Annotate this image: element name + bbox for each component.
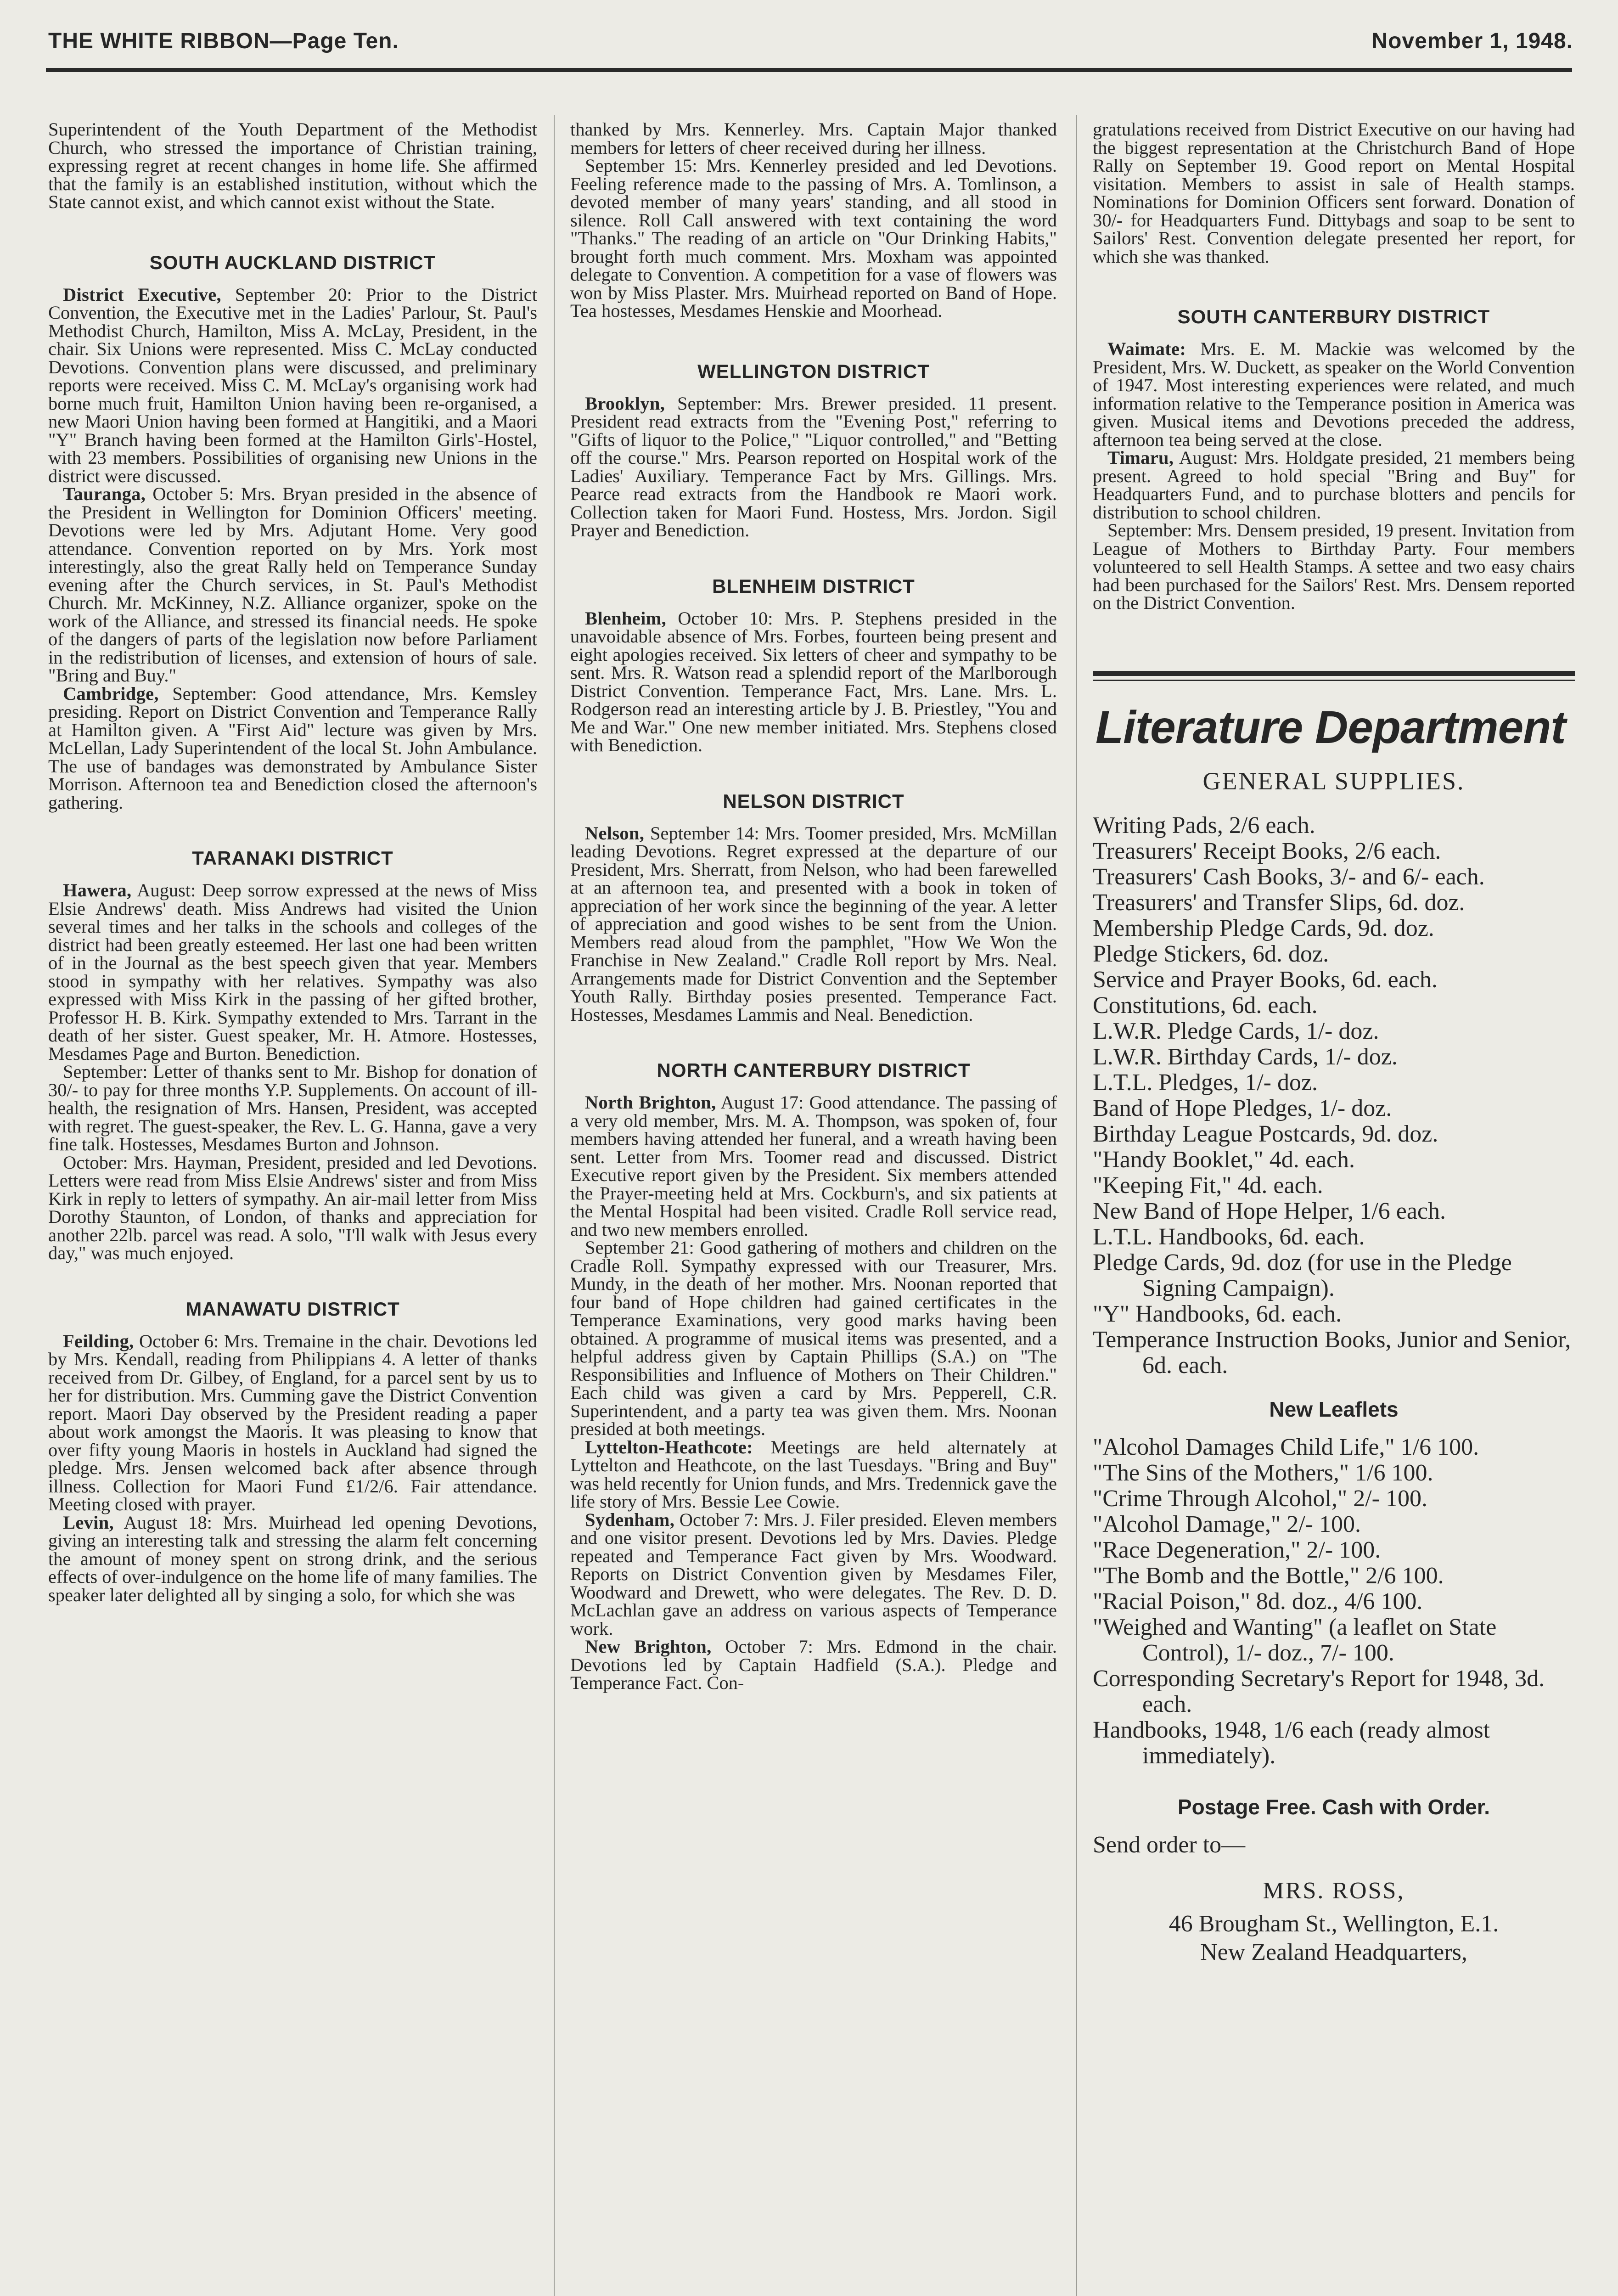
section-rule-thin [1093, 680, 1575, 681]
report-paragraph [1093, 340, 1575, 449]
report-text: October 7: Mrs. Edmond in the chair. Devotions led by Captain Hadfield (S.A.). Pledge and Temperance Fact. Con- [570, 1636, 1057, 1693]
union-name: Cambridge, [63, 683, 159, 704]
supply-item: "Handy Booklet," 4d. each. [1093, 1146, 1355, 1173]
supply-item: Writing Pads, 2/6 each. [1093, 812, 1315, 838]
report-paragraph [48, 1063, 537, 1154]
section-rule [1093, 671, 1575, 676]
report-text: October 7: Mrs. J. Filer presided. Eleven members and one visitor present. Devotions led by Mrs. Davies. Pledge repeated and Temperance Fact given by Mrs. Woodward. Reports on District Convention given by Mesdames Filer, Woodward and Drewett, who were delegates. The Rev. D. D. McLachlan gave an address on various aspects of Temperance work. [570, 1509, 1057, 1639]
column-divider [554, 115, 555, 2296]
supply-item: Treasurers' Cash Books, 3/- and 6/- each. [1093, 863, 1485, 890]
leaflet-item: "Weighed and Wanting" (a leaflet on State Control), 1/- doz., 7/- 100. [1093, 1614, 1497, 1666]
union-name: Feilding, [63, 1330, 134, 1351]
union-name: Waimate: [1107, 338, 1186, 359]
leaflet-item: "The Sins of the Mothers," 1/6 100. [1093, 1459, 1433, 1486]
report-text: Meetings are held alternately at Lyttelton and Heathcote, on the last Tuesdays. "Bring and Buy" was held recently for Union funds, and Mrs. Tredennick gave the life story of Mrs. Bessie Lee Cowie. [570, 1436, 1057, 1512]
leaflet-item: "The Bomb and the Bottle," 2/6 100. [1093, 1562, 1444, 1589]
column-right [1093, 120, 1575, 2296]
supply-item: Band of Hope Pledges, 1/- doz. [1093, 1095, 1392, 1121]
supplies-list [1093, 813, 1575, 1379]
report-paragraph [570, 394, 1057, 540]
union-name: Hawera, [63, 880, 132, 900]
supply-item: Birthday League Postcards, 9d. doz. [1093, 1120, 1438, 1147]
general-supplies-heading: GENERAL SUPPLIES. [1202, 767, 1465, 795]
leaflet-item: "Race Degeneration," 2/- 100. [1093, 1536, 1381, 1563]
report-text: September 15: Mrs. Kennerley presided and led Devotions. Feeling reference made to the passing of Mrs. A. Tomlinson, a devoted member of many years' standing, and all stood in silence. Roll Call answered with text containing the word "Thanks." The reading of an article on "Our Drinking Habits," brought forth much comment. Mrs. Moxham was appointed delegate to Convention. A competition for a vase of flowers was won by Miss Plaster. Mrs. Muirhead reported on Band of Hope. Tea hostesses, Mesdames Henskie and Moorhead. [570, 155, 1057, 321]
leaflet-item: "Crime Through Alcohol," 2/- 100. [1093, 1485, 1427, 1512]
report-paragraph [570, 120, 1057, 157]
report-paragraph [48, 685, 537, 812]
union-name: Brooklyn, [585, 393, 665, 414]
report-paragraph [48, 286, 537, 485]
supply-item: Constitutions, 6d. each. [1093, 992, 1318, 1019]
supply-item: L.T.L. Handbooks, 6d. each. [1093, 1223, 1365, 1250]
leaflet-item: Handbooks, 1948, 1/6 each (ready almost immediately). [1093, 1716, 1490, 1769]
report-paragraph [570, 1638, 1057, 1692]
supply-item: L.T.L. Pledges, 1/- doz. [1093, 1069, 1318, 1096]
report-text: October: Mrs. Hayman, President, presided and led Devotions. Letters were read from Miss Elsie Andrews' sister and from Miss Kirk in reply to letters of sympathy. An air-mail letter from Miss Dorothy Staunton, of London, of thanks and appreciation for another 22lb. parcel was read. A solo, "I'll walk with Jesus every day," was much enjoyed. [48, 1152, 537, 1263]
report-paragraph [48, 485, 537, 685]
supply-item: Pledge Cards, 9d. doz (for use in the Pledge Signing Campaign). [1093, 1249, 1512, 1301]
district-heading: SOUTH CANTERBURY DISTRICT [1177, 306, 1490, 327]
district-heading: BLENHEIM DISTRICT [712, 575, 915, 597]
report-text: September: Good attendance, Mrs. Kemsley presiding. Report on District Convention and Temperance Rally at Hamilton given. A "First Aid" lecture was given by Mrs. McLellan, Lady Superintendent of the local St. John Ambulance. The use of bandages was demonstrated by Ambulance Sister Morrison. Afternoon tea and Benediction closed the afternoon's gathering. [48, 683, 537, 813]
union-name: North Brighton, [585, 1092, 716, 1113]
union-name: Tauranga, [63, 484, 146, 504]
column-middle [570, 120, 1057, 2296]
supply-item: New Band of Hope Helper, 1/6 each. [1093, 1198, 1446, 1224]
district-heading: NELSON DISTRICT [723, 790, 905, 812]
new-leaflets-heading: New Leaflets [1269, 1397, 1399, 1421]
supply-item: Pledge Stickers, 6d. doz. [1093, 940, 1329, 967]
report-text: Superintendent of the Youth Department of the Methodist Church, who stressed the importance of Christian training, expressing regret at recent changes in home life. She affirmed that the family is an established institution, without which the State cannot exist, and which cannot exist without the State. [48, 120, 537, 212]
supply-item: "Keeping Fit," 4d. each. [1093, 1172, 1323, 1199]
report-paragraph [1093, 449, 1575, 521]
union-name: Levin, [63, 1512, 114, 1533]
leaflet-item: "Racial Poison," 8d. doz., 4/6 100. [1093, 1588, 1423, 1615]
report-text: October 6: Mrs. Tremaine in the chair. Devotions led by Mrs. Kendall, reading from Philippians 4. A letter of thanks received from Dr. Gilbey, of England, for a parcel sent by us to her for distribution. Mrs. Cumming gave the District Convention report. Maori Day observed by the President reading a paper about work amongst the Maoris. It was pleasing to know that over fifty young Maoris in hostels in Auckland had signed the pledge. Mrs. Jensen welcomed back after absence through illness. Collection for Maori Fund £1/2/6. Fair attendance. Meeting closed with prayer. [48, 1330, 537, 1514]
union-name: Blenheim, [585, 608, 667, 629]
report-text: Mrs. E. M. Mackie was welcomed by the President, Mrs. W. Duckett, as speaker on the World Convention of 1947. Most interesting experiences were related, and much information relative to the Temperance position in America was given. Musical items and Devotions preceded the address, afternoon tea being served at the close. [1093, 338, 1575, 450]
contact-name: MRS. ROSS, [1263, 1877, 1405, 1904]
report-text: August 18: Mrs. Muirhead led opening Devotions, giving an interesting talk and stressing the alarm felt concerning the amount of money spent on strong drink, and the serious effects of over-indulgence on the home life of many families. The speaker later delighted all by singing a solo, for which she was [48, 1512, 537, 1605]
report-text: October 5: Mrs. Bryan presided in the absence of the President in Wellington for Dominion Officers' meeting. Devotions were led by Mrs. Adjutant Home. Very good attendance. Convention reported on by Mrs. York most interestingly, also the great Rally held on Temperance Sunday evening after the Church services, in St. Paul's Methodist Church. Mr. McKinney, N.Z. Alliance organizer, spoke on the work of the Alliance, and stressed its financial needs. He spoke of the dangers of parts of the legislation now before Parliament in the redistribution of licenses, and extension of hours of sale. "Bring and Buy." [48, 484, 537, 686]
report-paragraph [48, 1514, 537, 1604]
union-name: Nelson, [585, 822, 645, 844]
masthead-title: THE WHITE RIBBON—Page Ten. [48, 29, 399, 53]
supply-item: Treasurers' and Transfer Slips, 6d. doz. [1093, 889, 1465, 916]
contact-organisation: New Zealand Headquarters, [1200, 1939, 1467, 1965]
report-text: September: Letter of thanks sent to Mr. Bishop for donation of 30/- to pay for three months Y.P. Supplements. On account of ill-health, the resignation of Mrs. Hansen, President, was accepted with regret. The guest-speaker, the Rev. L. G. Hanna, gave a very fine talk. Hostesses, Mesdames Burton and Johnson. [48, 1061, 537, 1154]
union-name: New Brighton, [585, 1636, 712, 1657]
supply-item: L.W.R. Birthday Cards, 1/- doz. [1093, 1043, 1398, 1070]
district-heading: NORTH CANTERBURY DISTRICT [657, 1059, 971, 1081]
report-paragraph [48, 1332, 537, 1514]
leaflet-item: "Alcohol Damages Child Life," 1/6 100. [1093, 1434, 1479, 1460]
leaflets-list [1093, 1435, 1575, 1769]
report-paragraph [570, 157, 1057, 320]
report-text: September: Mrs. Densem presided, 19 present. Invitation from League of Mothers to Birthday Party. Four members volunteered to sell Health Stamps. A settee and two easy chairs had been purchased for the Sailors' Rest. Mrs. Densem reported on the District Convention. [1093, 520, 1575, 613]
postage-note: Postage Free. Cash with Order. [1178, 1795, 1490, 1819]
supply-item: Treasurers' Receipt Books, 2/6 each. [1093, 838, 1441, 864]
issue-date: November 1, 1948. [1371, 29, 1573, 53]
report-text: September 14: Mrs. Toomer presided, Mrs. McMillan leading Devotions. Regret expressed at the departure of our President, Mrs. Sherratt, from Nelson, who had been farewelled at an afternoon tea, and presented with a book in token of appreciation of her work since the beginning of the year. A letter of appreciation and good wishes to be sent from the Union. Members read aloud from the pamphlet, "How We Won the Franchise in New Zealand." Cradle Roll report by Mrs. Neal. Arrangements made for District Convention and the September Youth Rally. Birthday posies presented. Temperance Fact. Hostesses, Mesdames Lammis and Neal. Benediction. [570, 822, 1057, 1025]
supply-item: Membership Pledge Cards, 9d. doz. [1093, 915, 1434, 941]
union-name: Sydenham, [585, 1509, 675, 1530]
contact-address: 46 Brougham St., Wellington, E.1. [1169, 1910, 1499, 1937]
send-order-label: Send order to— [1093, 1831, 1246, 1858]
report-paragraph [48, 881, 537, 1063]
report-text: August 17: Good attendance. The passing of a very old member, Mrs. M. A. Thompson, was spoken of, four members having attended her funeral, and a wreath having been sent. Letter from Mrs. Toomer read and discussed. District Executive report given by the President. Six members attended the Prayer-meeting held at Mrs. Cockburn's, and six patients at the Mental Hospital had been visited. Cradle Roll service read, and two new members enrolled. [570, 1092, 1057, 1240]
supply-item: "Y" Handbooks, 6d. each. [1093, 1300, 1342, 1327]
district-reports-right [1093, 120, 1575, 612]
supply-item: Service and Prayer Books, 6d. each. [1093, 966, 1438, 993]
district-heading: WELLINGTON DISTRICT [697, 360, 930, 382]
report-paragraph [48, 120, 537, 211]
report-text: October 10: Mrs. P. Stephens presided in the unavoidable absence of Mrs. Forbes, fourteen being present and eight apologies received. Six letters of cheer and sympathy to be sent. Mrs. R. Watson read a splendid report of the Marlborough District Convention. Temperance Fact, Mrs. Lane. Mrs. L. Rodgerson read an interesting article by J. B. Priestley, "You and Me and War." One new member initiated. Mrs. Stephens closed with Benediction. [570, 608, 1057, 755]
report-paragraph [570, 1093, 1057, 1238]
report-paragraph [48, 1154, 537, 1262]
literature-title: Literature Department [1096, 701, 1566, 753]
union-name: District Executive, [63, 284, 221, 305]
district-heading: SOUTH AUCKLAND DISTRICT [149, 251, 436, 273]
report-paragraph [1093, 521, 1575, 612]
header-rule [46, 68, 1572, 72]
district-heading: MANAWATU DISTRICT [185, 1298, 400, 1320]
report-paragraph [570, 1438, 1057, 1511]
supply-item: L.W.R. Pledge Cards, 1/- doz. [1093, 1018, 1379, 1044]
union-name: Timaru, [1107, 447, 1174, 468]
report-text: August: Mrs. Holdgate presided, 21 members being present. Agreed to hold special "Bring and Buy" for Headquarters Fund, and to purchase blotters and pencils for distribution to school children. [1093, 447, 1575, 523]
union-name: Lyttelton-Heathcote: [585, 1436, 753, 1458]
report-paragraph [570, 1511, 1057, 1638]
report-paragraph [570, 1238, 1057, 1438]
report-text: September 21: Good gathering of mothers and children on the Cradle Roll. Sympathy expressed with our Treasurer, Mrs. Mundy, in the death of her mother. Mrs. Noonan reported that four band of Hope children had gained certificates in the Temperance Examinations, very good marks having been obtained. A programme of musical items was presented, and a helpful address given by Captain Phillips (S.A.) on "The Responsibilities and Influence of Mothers on Their Children." Each child was given a card by Mrs. Pepperell, C.R. Superintendent, and a party tea was given them. Mrs. Noonan presided at both meetings. [570, 1237, 1057, 1439]
report-text: August: Deep sorrow expressed at the news of Miss Elsie Andrews' death. Miss Andrews had visited the Union several times and her talks in the schools and colleges of the district had been greatly esteemed. Her last one had been written of in the Journal as the best speech given that year. Members stood in sympathy with her relatives. Sympathy was also expressed with Miss Kirk in the passing of her gifted brother, Professor H. B. Kirk. Sympathy extended to Mrs. Tarrant in the death of her sister. Guest speaker, Mr. H. Atmore. Hostesses, Mesdames Page and Burton. Benediction. [48, 880, 537, 1064]
column-left [48, 120, 537, 2296]
report-text: September 20: Prior to the District Convention, the Executive met in the Ladies' Parlour, St. Paul's Methodist Church, Hamilton, Miss A. McLay, President, in the chair. Six Unions were represented. Miss C. McLay conducted Devotions. Convention plans were discussed, and preliminary reports were received. Miss C. M. McLay's organising work had borne much fruit, Hamilton Union having been re-organised, a new Maori Union having been formed at Hangitiki, and a Maori "Y" Branch having been formed at the Hamilton Girls'-Hostel, with 23 members. Possibilities of organising new Unions in the district were discussed. [48, 284, 537, 486]
report-paragraph [570, 824, 1057, 1024]
column-divider [1076, 115, 1077, 2296]
supply-item: Temperance Instruction Books, Junior and Senior, 6d. each. [1093, 1326, 1571, 1379]
district-heading: TARANAKI DISTRICT [192, 847, 393, 869]
report-paragraph [570, 609, 1057, 754]
report-paragraph [1093, 120, 1575, 265]
report-text: gratulations received from District Executive on our having had the biggest representation at the Christchurch Band of Hope Rally on September 19. Good report on Mental Hospital visitation. Members to assist in sale of Health stamps. Nominations for Dominion Officers sent forward. Donation of 30/- for Headquarters Fund. Dittybags and soap to be sent to Sailors' Rest. Convention delegate presented her report, for which she was thanked. [1093, 120, 1575, 267]
leaflet-item: "Alcohol Damage," 2/- 100. [1093, 1511, 1361, 1537]
leaflet-item: Corresponding Secretary's Report for 1948, 3d. each. [1093, 1665, 1545, 1717]
report-text: thanked by Mrs. Kennerley. Mrs. Captain Major thanked members for letters of cheer received during her illness. [570, 120, 1057, 158]
report-text: September: Mrs. Brewer presided. 11 present. President read extracts from the "Evening Post," referring to "Gifts of liquor to the Police," "Liquor controlled," and "Betting off the course." Mrs. Pearson reported on Hospital work of the Ladies' Auxiliary. Temperance Fact by Mrs. Gillings. Mrs. Pearce read extracts from the Handbook re Maori work. Collection taken for Maori Fund. Hostess, Mrs. Jordon. Sigil Prayer and Benediction. [570, 393, 1057, 540]
